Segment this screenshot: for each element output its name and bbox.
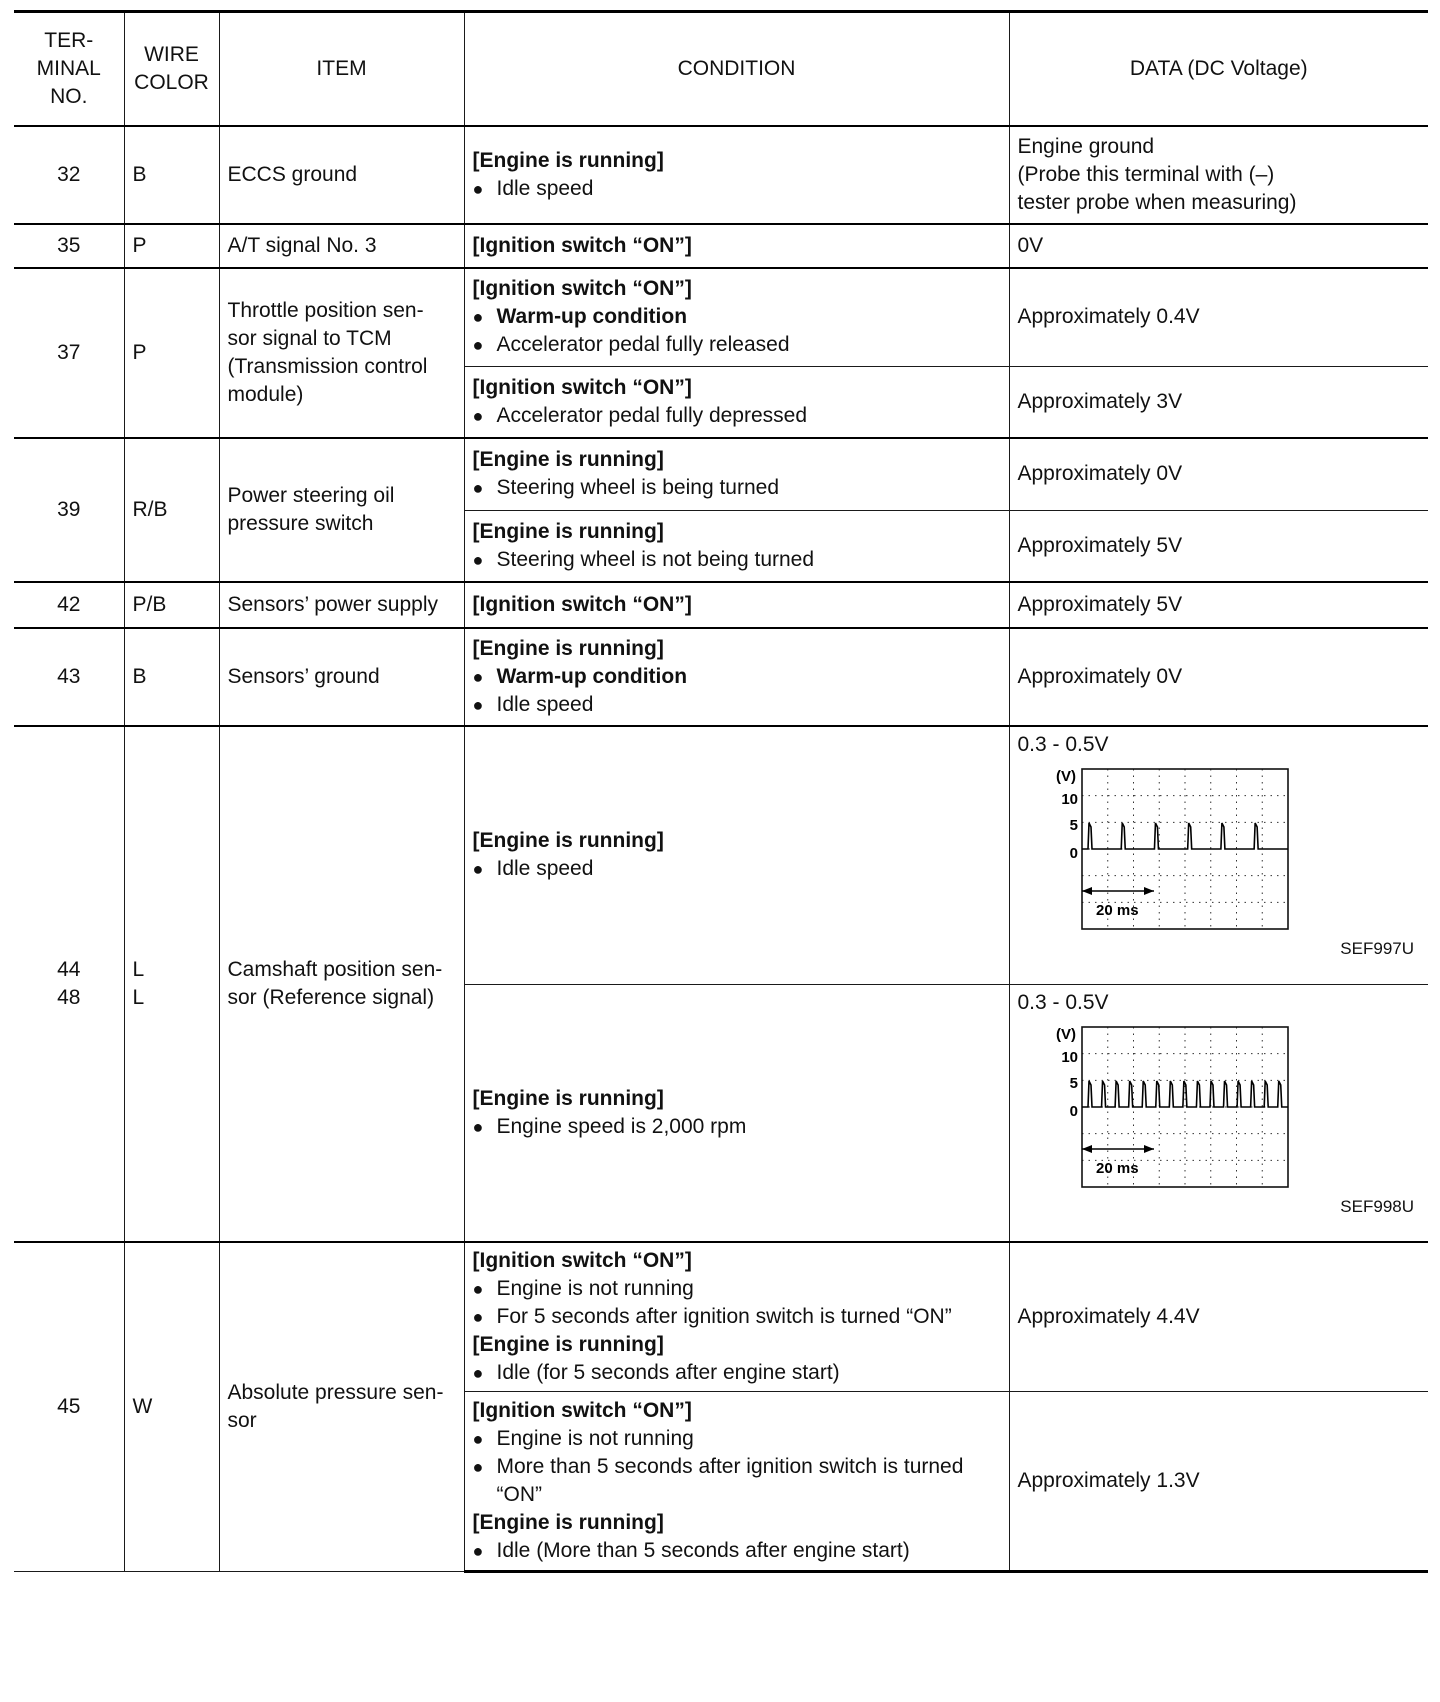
condition-heading: [Engine is running] [472, 149, 664, 172]
scope-trace [1082, 1081, 1288, 1107]
data-cell [1009, 726, 1428, 984]
arrow-right-icon [1144, 887, 1154, 895]
condition-cell: [Ignition switch “ON”] ● Accelerator pedal fully depressed [464, 366, 1009, 438]
condition-cell: [Ignition switch “ON”] ● Engine is not running ● More than 5 seconds after ignition switch is turned “ON” [Engine is running] ● Idle (More than 5 seconds after engine start) [464, 1392, 1009, 1572]
figure-code: SEF998U [1340, 1196, 1414, 1216]
bullet-icon: ● [472, 1363, 484, 1383]
bullet-icon: ● [472, 307, 484, 328]
header-wire-color: WIRE COLOR [124, 12, 219, 127]
condition-cell: [Engine is running] ● Warm-up condition ● Idle speed [464, 628, 1009, 726]
condition-cell: [Ignition switch “ON”] [464, 582, 1009, 628]
terminal-number: 42 [14, 582, 124, 628]
bullet-icon: ● [472, 1307, 484, 1327]
condition-cell [464, 126, 1009, 224]
terminal-number: 37 [14, 268, 124, 438]
signal-voltage: 0.3 - 0.5V [1017, 990, 1109, 1014]
data-cell: Approximately 4.4V [1009, 1242, 1428, 1392]
table-row [14, 224, 1428, 268]
bullet-icon: ● [472, 1541, 484, 1561]
wire-color: P/B [124, 582, 219, 628]
terminal-number: 32 [14, 126, 124, 224]
terminal-table [14, 10, 1428, 1573]
data-cell: Approximately 0.4V [1009, 268, 1428, 366]
header-terminal: TER- MINAL NO. [14, 12, 124, 127]
bullet-icon: ● [472, 667, 484, 687]
bullet-icon: ● [472, 1116, 484, 1137]
item-name: Absolute pressure sen- sor [219, 1242, 464, 1572]
arrow-left-icon [1082, 1145, 1092, 1153]
scope-y-tick: 10 [1060, 1048, 1078, 1066]
condition-cell: [Engine is running] ● Engine speed is 2,000 rpm [464, 984, 1009, 1242]
bullet-icon: ● [472, 179, 484, 199]
bullet-icon: ● [472, 859, 484, 880]
data-cell: Approximately 1.3V [1009, 1392, 1428, 1572]
header-item: ITEM [219, 12, 464, 127]
wire-color: B [124, 628, 219, 726]
data-cell [1009, 984, 1428, 1242]
scope-y-tick: 0 [1069, 1102, 1078, 1120]
terminal-number: 35 [14, 224, 124, 268]
bullet-icon: ● [472, 1457, 484, 1477]
scope-time-label: 20 ms [1095, 902, 1139, 919]
item-name: Power steering oil pressure switch [219, 438, 464, 582]
condition-cell: [Engine is running] ● Steering wheel is being turned [464, 438, 1009, 510]
header-condition: CONDITION [464, 12, 1009, 127]
bullet-icon: ● [472, 1279, 484, 1299]
bullet-icon: ● [472, 695, 484, 715]
wire-color: R/B [124, 438, 219, 582]
bullet-icon: ● [472, 478, 484, 499]
figure-code: SEF997U [1340, 939, 1414, 958]
table-row [14, 438, 1428, 510]
wire-color: L L [124, 726, 219, 1242]
header-data: DATA (DC Voltage) [1009, 12, 1428, 127]
scope-y-tick: 5 [1069, 817, 1078, 834]
condition-cell: [Ignition switch “ON”] ● Warm-up condition ● Accelerator pedal fully released [464, 268, 1009, 366]
scope-time-label: 20 ms [1095, 1159, 1139, 1177]
scope-trace [1082, 823, 1288, 849]
item-name: Sensors’ ground [219, 628, 464, 726]
data-cell: Approximately 5V [1009, 582, 1428, 628]
bullet-icon: ● [472, 549, 484, 570]
terminal-number: 43 [14, 628, 124, 726]
data-cell: Approximately 3V [1009, 366, 1428, 438]
terminal-number: 39 [14, 438, 124, 582]
scope-y-tick: 10 [1060, 791, 1078, 808]
signal-voltage: 0.3 - 0.5V [1017, 733, 1109, 756]
scope-y-tick: 5 [1069, 1074, 1078, 1092]
data-cell: Engine ground (Probe this terminal with (–) tester probe when measuring) [1009, 126, 1428, 224]
bullet-icon: ● [472, 335, 484, 356]
data-cell: Approximately 0V [1009, 438, 1428, 510]
condition-bullet: ● Idle speed [473, 175, 1001, 203]
table-header-row [14, 12, 1428, 127]
condition-cell: [Engine is running] ● Steering wheel is not being turned [464, 510, 1009, 582]
item-name: Throttle position sen- sor signal to TCM (Transmission control module) [219, 268, 464, 438]
wire-color: P [124, 268, 219, 438]
table-row [14, 726, 1428, 984]
wire-color: W [124, 1242, 219, 1572]
oscilloscope-waveform [1048, 1023, 1308, 1199]
item-name: ECCS ground [219, 126, 464, 224]
condition-heading: [Ignition switch “ON”] [472, 234, 692, 257]
data-cell: Approximately 0V [1009, 628, 1428, 726]
bullet-icon: ● [472, 405, 484, 426]
item-name: A/T signal No. 3 [219, 224, 464, 268]
table-row [14, 1242, 1428, 1392]
scope-y-tick: 0 [1069, 845, 1078, 862]
wire-color: B [124, 126, 219, 224]
table-row [14, 582, 1428, 628]
data-cell: Approximately 5V [1009, 510, 1428, 582]
arrow-right-icon [1144, 1145, 1154, 1153]
condition-cell: [Ignition switch “ON”] ● Engine is not running ● For 5 seconds after ignition switch is turned “ON” [Engine is running] ● Idle (for 5 seconds after engine start) [464, 1242, 1009, 1392]
item-name: Camshaft position sen- sor (Reference signal) [219, 726, 464, 1242]
data-cell: 0V [1009, 224, 1428, 268]
scope-y-unit: (V) [1055, 768, 1076, 785]
table-row [14, 126, 1428, 224]
item-name: Sensors’ power supply [219, 582, 464, 628]
arrow-left-icon [1082, 887, 1092, 895]
scope-y-unit: (V) [1055, 1025, 1076, 1043]
wire-color: P [124, 224, 219, 268]
terminal-number: 44 48 [14, 726, 124, 1242]
oscilloscope-waveform [1048, 765, 1308, 941]
bullet-icon: ● [472, 1429, 484, 1449]
table-row [14, 628, 1428, 726]
terminal-number: 45 [14, 1242, 124, 1572]
condition-cell: [Engine is running] ● Idle speed [464, 726, 1009, 984]
condition-cell [464, 224, 1009, 268]
table-row [14, 268, 1428, 366]
